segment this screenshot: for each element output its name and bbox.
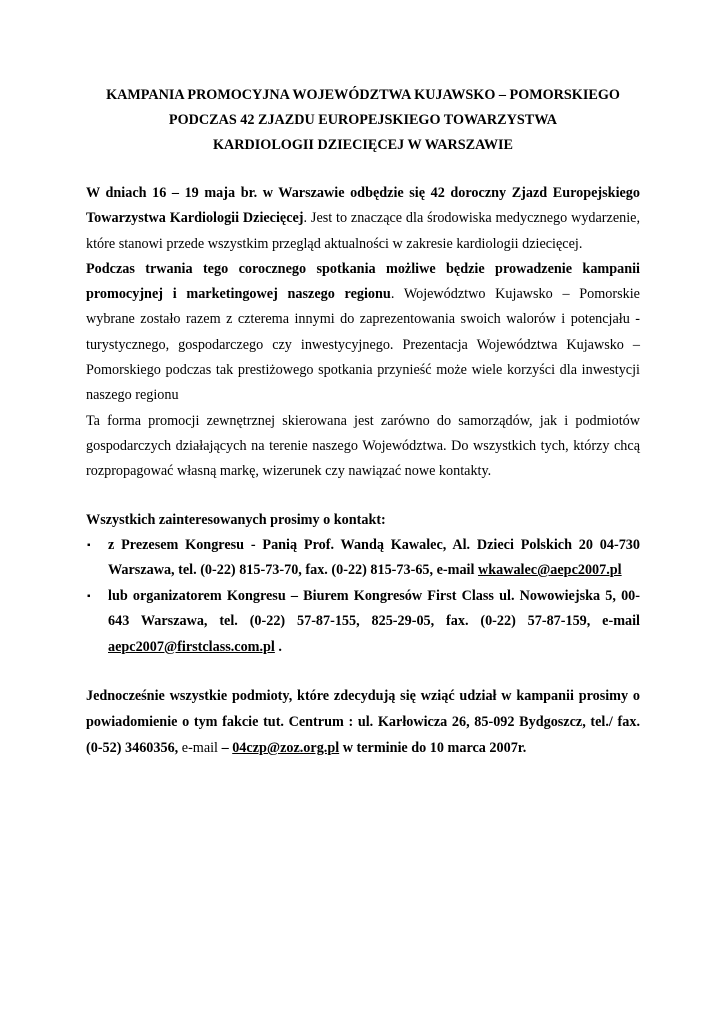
intro-bold-text: W dniach 16 – 19 maja br. w Warszawie odbędzie się 42 doroczny Zjazd Europejskiego Towarzystwa Kardiologii Dziecięcej bbox=[86, 185, 640, 227]
contact-heading: Wszystkich zainteresowanych prosimy o kontakt: bbox=[86, 511, 386, 528]
title-line-1: KAMPANIA PROMOCYJNA WOJEWÓDZTWA KUJAWSKO – POMORSKIEGO bbox=[106, 87, 620, 103]
title-line-3: KARDIOLOGII DZIECIĘCEJ W WARSZAWIE bbox=[213, 137, 513, 153]
contact-item-suffix: . bbox=[274, 638, 282, 655]
closing-dash: – bbox=[218, 740, 233, 757]
closing-text: Jednocześnie wszystkie podmioty, które zdecydują się wziąć udział w kampanii prosimy o powiadomienie o tym fakcie tut. Centrum : ul. Karłowicza 26, 85-092 Bydgoszcz, tel./ fax. (0-52) 3460356, bbox=[86, 688, 640, 757]
campaign-paragraph bbox=[86, 257, 640, 409]
email-link-president[interactable]: wkawalec@aepc2007.pl bbox=[477, 562, 622, 579]
contact-item-text: z Prezesem Kongresu - Panią Prof. Wandą Kawalec, Al. Dzieci Polskich 20 04-730 Warszawa, tel. (0-22) 815-73-70, fax. (0-22) 815-73-65, e-mail bbox=[108, 536, 640, 579]
document-title bbox=[86, 83, 640, 158]
email-link-organizer[interactable]: aepc2007@firstclass.com.pl bbox=[108, 638, 275, 655]
closing-deadline: w terminie do 10 marca 2007r. bbox=[339, 740, 527, 757]
campaign-bold-text: Podczas trwania tego corocznego spotkania możliwe będzie prowadzenie kampanii promocyjnej i marketingowej naszego regionu bbox=[86, 260, 640, 303]
document-page bbox=[86, 83, 640, 775]
intro-paragraph bbox=[86, 181, 640, 257]
contact-item-text: lub organizatorem Kongresu – Biurem Kongresów First Class ul. Nowowiejska 5, 00-643 Warszawa, tel. (0-22) 57-87-155, 825-29-05, fax. (0-22) 57-87-159, e-mail bbox=[108, 587, 640, 630]
title-line-2: PODCZAS 42 ZJAZDU EUROPEJSKIEGO TOWARZYSTWA bbox=[168, 112, 558, 128]
closing-paragraph bbox=[86, 683, 640, 761]
contact-list bbox=[86, 533, 640, 661]
closing-email-label: e-mail bbox=[181, 740, 219, 757]
square-bullet-icon: ▪ bbox=[87, 539, 91, 551]
outreach-paragraph: Ta forma promocji zewnętrznej skierowana jest zarówno do samorządów, jak i podmiotów gospodarczych działających na terenie naszego Województwa. Do wszystkich tych, którzy chcą rozpropagować własną markę, wizerunek czy nawiązać nowe kontakty. bbox=[86, 412, 640, 480]
campaign-text: . Województwo Kujawsko – Pomorskie wybrane zostało razem z czterema innymi do zaprezentowania swoich walorów i potencjału - turystycznego, gospodarczego czy inwestycyjnego. Prezentacja Województwa Kujawsko – Pomorskiego podczas tak prestiżowego spotkania przynieść może wiele korzyści dla inwestycji naszego regionu bbox=[86, 286, 640, 404]
email-link-centrum[interactable]: 04czp@zoz.org.pl bbox=[232, 740, 340, 757]
square-bullet-icon: ▪ bbox=[87, 590, 91, 602]
contact-item-president bbox=[86, 533, 640, 584]
intro-text: . Jest to znaczące dla środowiska medycznego wydarzenie, które stanowi przede wszystkim przegląd aktualności w zakresie kardiologii dziecięcej. bbox=[86, 210, 640, 252]
contact-item-organizer bbox=[86, 584, 640, 661]
